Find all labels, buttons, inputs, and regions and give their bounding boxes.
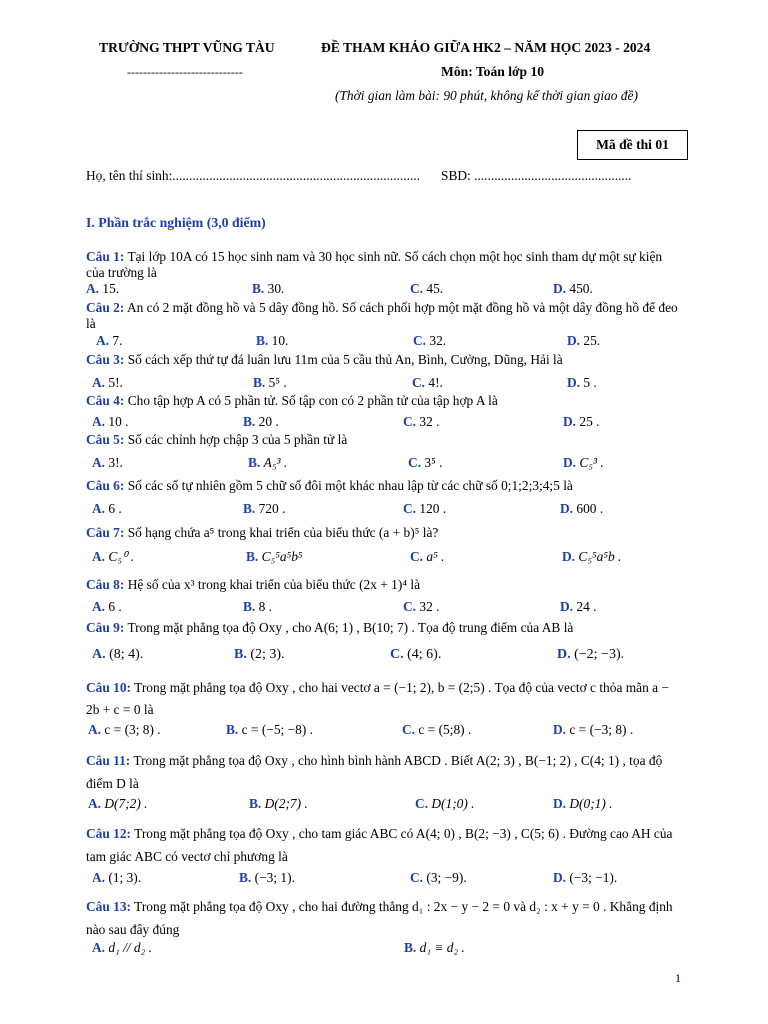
- option-letter: B.: [404, 940, 417, 955]
- option-letter: A.: [96, 333, 110, 348]
- option-letter: C.: [408, 455, 422, 470]
- option-text: D(7;2) .: [104, 796, 148, 811]
- option-text: 720 .: [258, 501, 286, 516]
- option-text: 5 .: [583, 375, 597, 390]
- question-number: Câu 8:: [86, 577, 125, 592]
- option-letter: C.: [402, 722, 416, 737]
- option-text: (4; 6).: [407, 647, 442, 662]
- question-11: [86, 749, 684, 795]
- option-a: [92, 940, 152, 956]
- option-text: c = (−5; −8) .: [241, 722, 314, 737]
- option-text: 4!.: [428, 375, 443, 390]
- option-a: [92, 414, 128, 430]
- option-text: c = (3; 8) .: [104, 722, 161, 737]
- option-letter: B.: [234, 647, 247, 662]
- question-8: [86, 577, 684, 593]
- option-d: [553, 870, 617, 886]
- option-letter: B.: [246, 549, 259, 564]
- option-letter: D.: [557, 647, 571, 662]
- option-text: 30.: [267, 281, 285, 296]
- option-d: [563, 414, 599, 430]
- option-letter: D.: [560, 599, 574, 614]
- option-b: [243, 501, 285, 517]
- school-name: TRƯỜNG THPT VŨNG TÀU: [99, 40, 275, 55]
- option-c: [403, 414, 439, 430]
- question-number: Câu 11:: [86, 753, 131, 768]
- option-c: [402, 722, 471, 738]
- option-a: [88, 796, 148, 812]
- option-letter: B.: [253, 375, 266, 390]
- option-d: [560, 501, 603, 517]
- option-letter: B.: [252, 281, 265, 296]
- option-letter: B.: [249, 796, 262, 811]
- option-letter: C.: [403, 414, 417, 429]
- option-text: (3; −9).: [426, 870, 467, 885]
- option-text: (−2; −3).: [574, 647, 625, 662]
- option-text: 3⁵ .: [424, 455, 443, 470]
- option-text: 450.: [569, 281, 593, 296]
- option-c: [410, 870, 467, 886]
- option-letter: D.: [553, 796, 567, 811]
- option-d: [553, 281, 593, 297]
- option-text: D(0;1) .: [569, 796, 613, 811]
- option-b: [253, 375, 287, 391]
- option-b: [256, 333, 288, 349]
- option-text: C₅⁵a⁵b⁵: [261, 549, 303, 564]
- option-text: 6 .: [108, 501, 122, 516]
- option-c: [410, 549, 444, 565]
- option-letter: B.: [243, 414, 256, 429]
- option-letter: D.: [567, 375, 581, 390]
- option-letter: B.: [256, 333, 269, 348]
- option-letter: B.: [239, 870, 252, 885]
- option-text: A₅³ .: [263, 455, 288, 470]
- option-letter: C.: [410, 549, 424, 564]
- option-text: 10 .: [108, 414, 129, 429]
- option-text: d₁ ≡ d₂ .: [419, 940, 465, 955]
- option-b: [248, 455, 287, 471]
- option-letter: C.: [413, 333, 427, 348]
- option-text: (8; 4).: [109, 647, 144, 662]
- time-note: (Thời gian làm bài: 90 phút, không kể thời gian giao đề): [335, 88, 638, 103]
- question-text: Hệ số của x³ trong khai triển của biểu thức (2x + 1)⁴ là: [127, 577, 421, 592]
- option-letter: D.: [562, 549, 576, 564]
- option-a: [86, 281, 119, 297]
- question-number: Câu 5:: [86, 432, 125, 447]
- question-9: [86, 620, 684, 636]
- question-text: Tại lớp 10A có 15 học sinh nam và 30 học sinh nữ. Số cách chọn một học sinh tham dự một sự kiện của trường là: [86, 249, 663, 280]
- question-number: Câu 3:: [86, 352, 125, 367]
- option-text: 6 .: [108, 599, 122, 614]
- option-letter: C.: [410, 281, 424, 296]
- option-a: [92, 647, 143, 663]
- question-number: Câu 1:: [86, 249, 125, 264]
- option-letter: A.: [92, 549, 106, 564]
- option-letter: A.: [92, 455, 106, 470]
- question-number: Câu 10:: [86, 680, 132, 695]
- option-letter: D.: [553, 722, 567, 737]
- option-a: [92, 501, 122, 517]
- option-b: [239, 870, 295, 886]
- option-text: c = (−3; 8) .: [569, 722, 634, 737]
- question-number: Câu 4:: [86, 393, 125, 408]
- option-text: 5!.: [108, 375, 123, 390]
- option-a: [96, 333, 122, 349]
- question-number: Câu 9:: [86, 620, 125, 635]
- option-b: [252, 281, 284, 297]
- question-4: [86, 393, 684, 409]
- option-letter: B.: [243, 599, 256, 614]
- question-number: Câu 6:: [86, 478, 125, 493]
- option-text: 3!.: [108, 455, 123, 470]
- option-c: [408, 455, 442, 471]
- exam-title: ĐỀ THAM KHẢO GIỮA HK2 – NĂM HỌC 2023 - 2024: [321, 40, 651, 55]
- option-letter: D.: [553, 870, 567, 885]
- option-text: 10.: [271, 333, 289, 348]
- page-number: 1: [675, 971, 681, 985]
- option-letter: C.: [412, 375, 426, 390]
- option-letter: A.: [92, 870, 106, 885]
- option-d: [563, 455, 604, 471]
- section-title: I. Phần trắc nghiệm (3,0 điểm): [86, 215, 266, 230]
- option-letter: A.: [92, 599, 106, 614]
- option-letter: D.: [553, 281, 567, 296]
- option-letter: C.: [390, 647, 404, 662]
- option-text: 600 .: [576, 501, 604, 516]
- option-text: 8 .: [258, 599, 273, 614]
- option-b: [243, 599, 272, 615]
- option-letter: A.: [92, 940, 106, 955]
- option-b: [234, 647, 285, 663]
- question-5: [86, 432, 684, 448]
- option-b: [246, 549, 303, 565]
- option-letter: A.: [92, 414, 106, 429]
- option-letter: A.: [92, 647, 106, 662]
- option-text: C₅⁰ .: [108, 549, 135, 564]
- option-text: 5⁵ .: [268, 375, 287, 390]
- option-letter: C.: [410, 870, 424, 885]
- option-text: (1; 3).: [108, 870, 142, 885]
- option-a: [92, 599, 122, 615]
- option-d: [560, 599, 596, 615]
- option-a: [92, 870, 141, 886]
- question-text: Trong mặt phẳng tọa độ Oxy , cho A(6; 1) , B(10; 7) . Tọa độ trung điểm của AB là: [127, 620, 574, 635]
- option-letter: A.: [92, 375, 106, 390]
- question-number: Câu 12:: [86, 826, 132, 841]
- question-number: Câu 13:: [86, 899, 132, 914]
- question-10: [86, 677, 684, 721]
- option-b: [226, 722, 313, 738]
- option-letter: D.: [567, 333, 581, 348]
- option-text: 32 .: [419, 599, 440, 614]
- option-text: (−3; 1).: [254, 870, 295, 885]
- option-c: [412, 375, 443, 391]
- sbd-field-label: SBD: ...............................................: [441, 168, 632, 183]
- question-text: Số cách xếp thứ tự đá luân lưu 11m của 5 cầu thủ An, Bình, Cường, Dũng, Hải là: [127, 352, 563, 367]
- option-text: 7.: [112, 333, 123, 348]
- option-d: [557, 647, 624, 663]
- option-letter: A.: [92, 501, 106, 516]
- option-text: C₅³ .: [579, 455, 604, 470]
- option-text: 32 .: [419, 414, 440, 429]
- option-letter: C.: [403, 599, 417, 614]
- exam-code-box: [577, 130, 688, 160]
- question-text: Số các chỉnh hợp chập 3 của 5 phần tử là: [127, 432, 348, 447]
- option-letter: C.: [403, 501, 417, 516]
- question-7: [86, 525, 684, 541]
- option-c: [403, 599, 439, 615]
- question-text: An có 2 mặt đồng hồ và 5 dây đồng hồ. Số cách phối hợp một mặt đồng hồ và một dây đồng hồ để đeo là: [86, 300, 678, 331]
- option-letter: C.: [415, 796, 429, 811]
- option-letter: D.: [560, 501, 574, 516]
- option-text: (−3; −1).: [569, 870, 618, 885]
- option-text: 25.: [583, 333, 601, 348]
- option-text: D(1;0) .: [431, 796, 475, 811]
- question-text: Trong mặt phẳng tọa độ Oxy , cho hai đường thẳng d₁ : 2x − y − 2 = 0 và d₂ : x + y = 0 . Khẳng định nào sau đây đúng: [86, 899, 673, 937]
- option-b: [243, 414, 279, 430]
- option-letter: A.: [88, 796, 102, 811]
- option-a: [88, 722, 161, 738]
- option-d: [567, 333, 600, 349]
- option-text: a⁵ .: [426, 549, 445, 564]
- option-text: 120 .: [419, 501, 447, 516]
- question-1: [86, 249, 684, 281]
- option-a: [92, 375, 123, 391]
- question-text: Số hạng chứa a⁵ trong khai triển của biểu thức (a + b)⁵ là?: [127, 525, 439, 540]
- option-c: [390, 647, 441, 663]
- question-13: [86, 895, 684, 941]
- option-letter: D.: [563, 455, 577, 470]
- option-text: d₁ // d₂ .: [108, 940, 152, 955]
- question-12: [86, 822, 684, 868]
- option-d: [562, 549, 621, 565]
- option-text: 45.: [426, 281, 444, 296]
- option-text: D(2;7) .: [264, 796, 308, 811]
- option-d: [553, 796, 613, 812]
- question-6: [86, 478, 684, 494]
- question-text: Cho tập hợp A có 5 phần tử. Số tập con có 2 phần tử của tập hợp A là: [127, 393, 498, 408]
- option-a: [92, 549, 134, 565]
- question-number: Câu 2:: [86, 300, 125, 315]
- question-3: [86, 352, 684, 368]
- option-letter: D.: [563, 414, 577, 429]
- option-text: C₅⁵a⁵b .: [578, 549, 622, 564]
- question-text: Trong mặt phẳng tọa độ Oxy , cho hình bình hành ABCD . Biết A(2; 3) , B(−1; 2) , C(4; 1) , tọa độ điểm D là: [86, 753, 663, 791]
- option-text: c = (5;8) .: [418, 722, 472, 737]
- option-a: [92, 455, 123, 471]
- option-d: [567, 375, 597, 391]
- option-letter: B.: [243, 501, 256, 516]
- question-text: Số các số tự nhiên gồm 5 chữ số đôi một khác nhau lập từ các chữ số 0;1;2;3;4;5 là: [127, 478, 573, 493]
- exam-code: Mã đề thi 01: [596, 137, 669, 152]
- option-c: [413, 333, 446, 349]
- option-b: [249, 796, 308, 812]
- option-c: [415, 796, 475, 812]
- option-d: [553, 722, 633, 738]
- option-letter: A.: [86, 281, 100, 296]
- option-text: (2; 3).: [250, 647, 285, 662]
- name-field-label: Họ, tên thí sinh:..........................................................................: [86, 168, 421, 183]
- header-dashes: -----------------------------: [127, 65, 243, 79]
- option-letter: A.: [88, 722, 102, 737]
- option-text: 24 .: [576, 599, 597, 614]
- option-text: 25 .: [579, 414, 600, 429]
- option-letter: B.: [248, 455, 261, 470]
- option-letter: B.: [226, 722, 239, 737]
- option-text: 20 .: [258, 414, 279, 429]
- option-b: [404, 940, 465, 956]
- question-number: Câu 7:: [86, 525, 125, 540]
- option-text: 15.: [102, 281, 120, 296]
- question-text: Trong mặt phẳng tọa độ Oxy , cho hai vectơ a = (−1; 2), b = (2;5) . Tọa độ của vectơ c thỏa mãn a − 2b + c = 0 là: [86, 680, 669, 717]
- question-2: [86, 300, 684, 332]
- subject-line: Môn: Toán lớp 10: [441, 64, 545, 79]
- option-c: [403, 501, 446, 517]
- option-text: 32.: [429, 333, 447, 348]
- option-c: [410, 281, 443, 297]
- question-text: Trong mặt phẳng tọa độ Oxy , cho tam giác ABC có A(4; 0) , B(2; −3) , C(5; 6) . Đường cao AH của tam giác ABC có vectơ chỉ phương là: [86, 826, 673, 864]
